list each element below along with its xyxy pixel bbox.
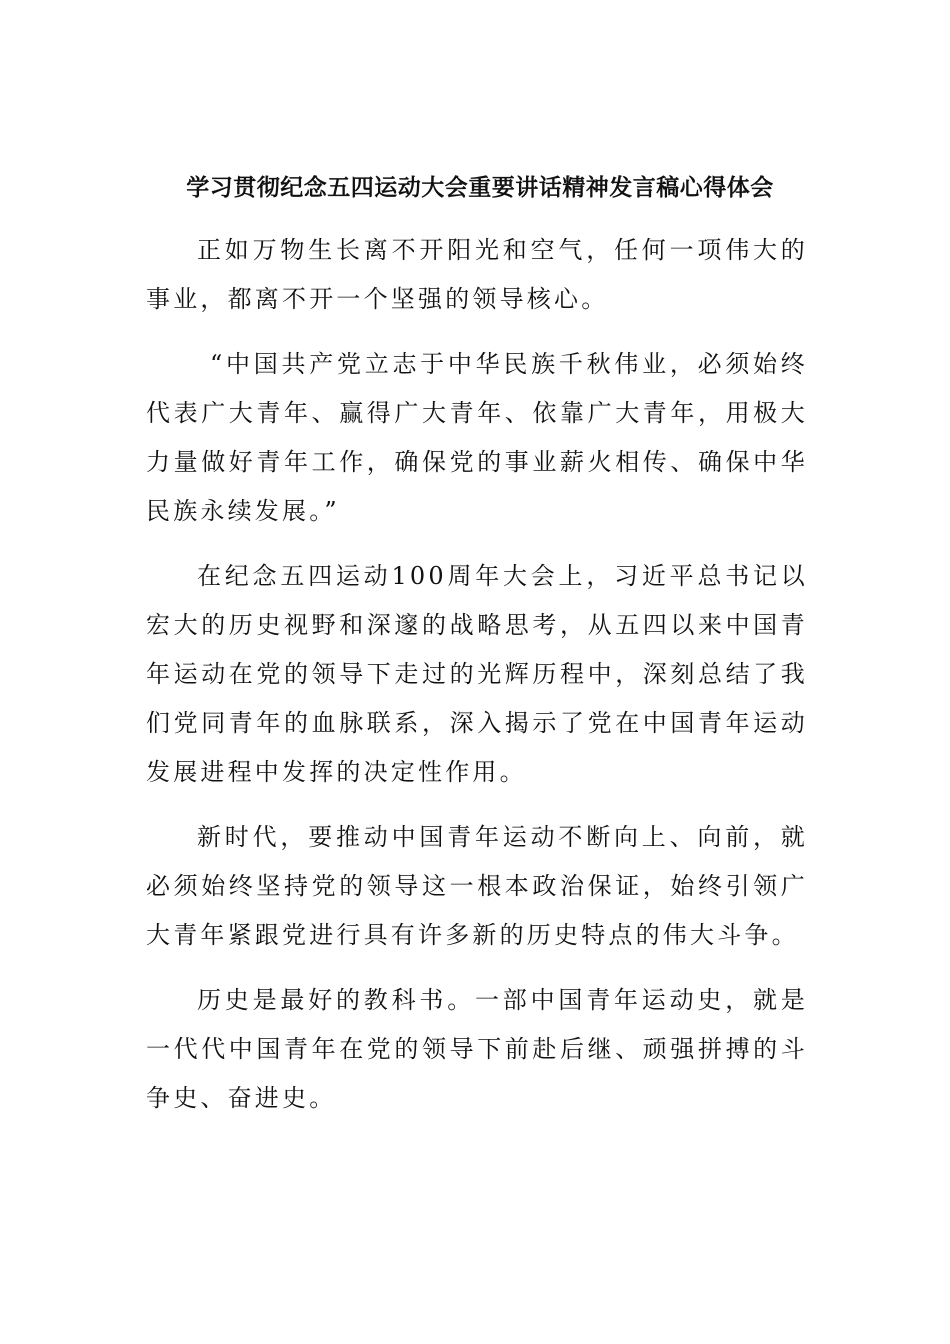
paragraph-2-quote: “中国共产党立志于中华民族千秋伟业，必须始终代表广大青年、赢得广大青年、依靠广大青年，用极大力量做好青年工作，确保党的事业薪火相传、确保中华民族永续发展。” — [146, 350, 808, 525]
paragraph-5: 历史是最好的教科书。一部中国青年运动史，就是一代代中国青年在党的领导下前赴后继、顽强拼搏的斗争史、奋进史。 — [146, 986, 808, 1112]
paragraph-3: 在纪念五四运动100周年大会上，习近平总书记以宏大的历史视野和深邃的战略思考，从五四以来中国青年运动在党的领导下走过的光辉历程中，深刻总结了我们党同青年的血脉联系，深入揭示了党在中国青年运动发展进程中发挥的决定性作用。 — [146, 562, 808, 786]
document-body — [146, 226, 808, 1139]
paragraph-4: 新时代，要推动中国青年运动不断向上、向前，就必须始终坚持党的领导这一根本政治保证，始终引领广大青年紧跟党进行具有许多新的历史特点的伟大斗争。 — [146, 823, 808, 949]
paragraph-1: 正如万物生长离不开阳光和空气，任何一项伟大的事业，都离不开一个坚强的领导核心。 — [146, 236, 808, 313]
document-title: 学习贯彻纪念五四运动大会重要讲话精神发言稿心得体会 — [186, 174, 774, 201]
